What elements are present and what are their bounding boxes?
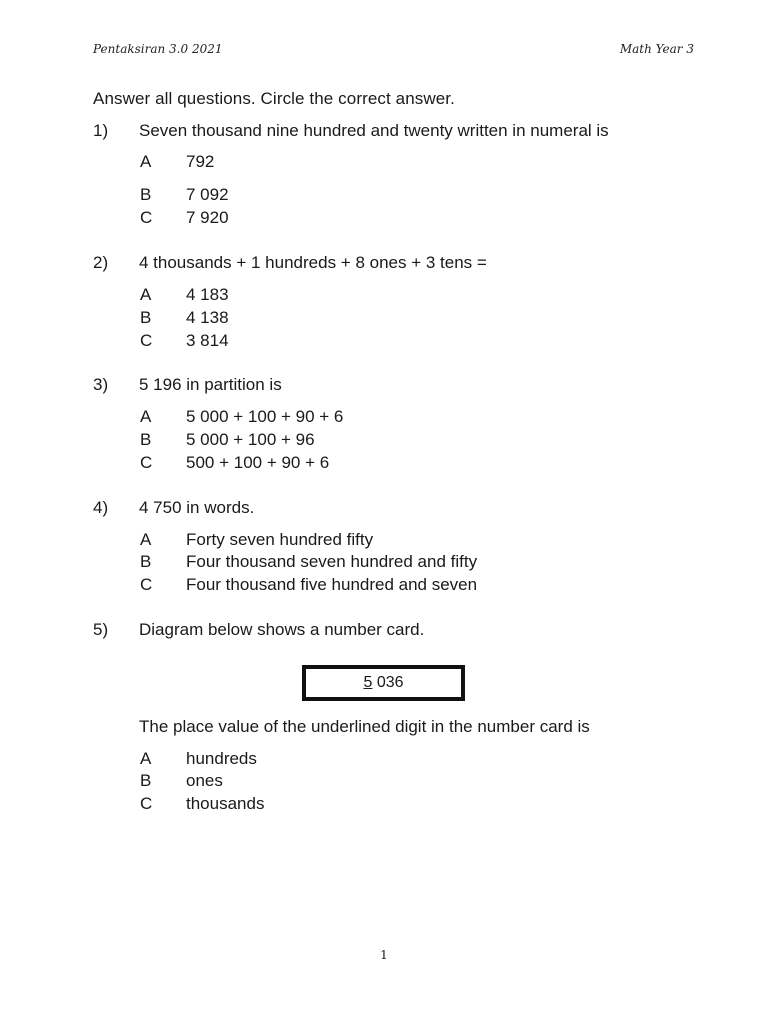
option-letter: A [140, 530, 152, 549]
question-followup: The place value of the underlined digit in the number card is [139, 717, 590, 736]
option-text: Forty seven hundred fifty [186, 530, 374, 549]
option-letter: B [140, 430, 152, 449]
instruction: Answer all questions. Circle the correct answer. [93, 89, 455, 108]
option-letter: C [140, 331, 153, 350]
page-number: 1 [380, 948, 388, 962]
question-number: 2) [93, 253, 109, 272]
option-letter: A [140, 749, 152, 768]
option-text: 792 [186, 152, 215, 171]
option-letter: C [140, 794, 153, 813]
option-letter: B [140, 771, 152, 790]
option-letter: B [140, 308, 152, 327]
option-text: 500 + 100 + 90 + 6 [186, 453, 330, 472]
option-text: 7 092 [186, 185, 229, 204]
header-right: Math Year 3 [619, 42, 694, 56]
option-letter: B [140, 185, 152, 204]
option-letter: C [140, 453, 153, 472]
question-text: 4 thousands + 1 hundreds + 8 ones + 3 tens = [139, 253, 487, 272]
question-text: 4 750 in words. [139, 498, 255, 517]
option-text: hundreds [186, 749, 257, 768]
question-text: Diagram below shows a number card. [139, 620, 425, 639]
option-text: 4 183 [186, 285, 229, 304]
question-number: 5) [93, 620, 109, 639]
option-text: 4 138 [186, 308, 229, 327]
option-text: ones [186, 771, 223, 790]
question-text: 5 196 in partition is [139, 375, 282, 394]
header-left: Pentaksiran 3.0 2021 [93, 42, 223, 56]
card-digits: 036 [372, 674, 404, 691]
option-text: Four thousand seven hundred and fifty [186, 552, 478, 571]
option-letter: C [140, 208, 153, 227]
option-letter: B [140, 552, 152, 571]
question-text: Seven thousand nine hundred and twenty written in numeral is [139, 121, 609, 140]
number-card [302, 665, 465, 701]
underlined-digit: 5 [363, 674, 373, 691]
option-text: thousands [186, 794, 265, 813]
question-number: 4) [93, 498, 109, 517]
question-number: 3) [93, 375, 109, 394]
option-text: 5 000 + 100 + 90 + 6 [186, 407, 344, 426]
option-letter: C [140, 575, 153, 594]
option-letter: A [140, 152, 152, 171]
option-letter: A [140, 285, 152, 304]
option-text: 3 814 [186, 331, 229, 350]
option-text: 5 000 + 100 + 96 [186, 430, 315, 449]
option-text: Four thousand five hundred and seven [186, 575, 478, 594]
question-number: 1) [93, 121, 109, 140]
option-text: 7 920 [186, 208, 229, 227]
option-letter: A [140, 407, 152, 426]
